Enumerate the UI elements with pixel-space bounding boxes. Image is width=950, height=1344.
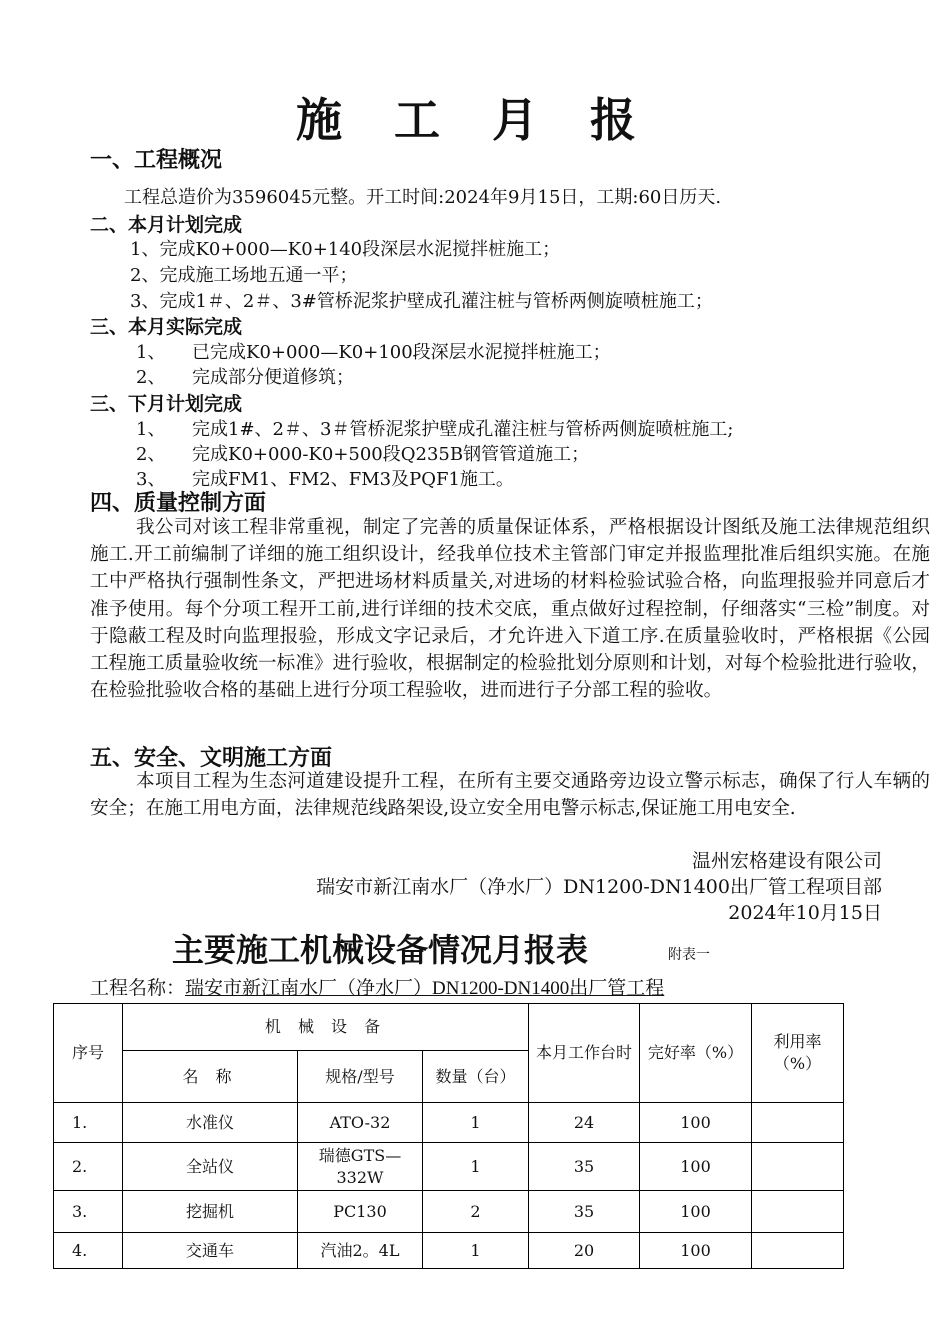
item-number: 1、 [136,419,166,440]
plan-item: 3、完成1＃、2＃、3#管桥泥浆护壁成孔灌注桩与管桥两侧旋喷桩施工； [130,291,713,312]
equipment-table-title: 主要施工机械设备情况月报表 [172,931,589,969]
cell-name: 水准仪 [123,1103,298,1143]
safety-paragraph: 本项目工程为生态河道建设提升工程，在所有主要交通路旁边设立警示标志，确保了行人车辆的安全；在施工用电方面，法律规范线路架设,设立安全用电警示标志,保证施工用电安全. [90,771,930,820]
section-heading-monthly-plan: 二、本月计划完成 [90,214,243,236]
cell-seq: 4. [54,1233,123,1269]
cell-use-rate [752,1233,844,1269]
cell-hours: 35 [529,1143,640,1191]
header-name: 名 称 [123,1051,298,1103]
cell-seq: 1. [54,1103,123,1143]
cell-good-rate: 100 [640,1143,752,1191]
cell-hours: 20 [529,1233,640,1269]
cell-good-rate: 100 [640,1103,752,1143]
header-qty: 数量（台） [423,1051,529,1103]
header-model: 规格/型号 [298,1051,423,1103]
project-name-label: 工程名称： [90,978,186,999]
cell-qty: 1 [423,1103,529,1143]
cell-model: 瑞德GTS—332W [298,1143,423,1191]
cell-use-rate [752,1143,844,1191]
item-text: 完成1#、2＃、3＃管桥泥浆护壁成孔灌注桩与管桥两侧旋喷桩施工; [192,419,734,440]
cell-seq: 2. [54,1143,123,1191]
next-item [136,468,514,492]
project-name-value: 瑞安市新江南水厂（净水厂）DN1200-DN1400出厂管工程 [185,978,665,999]
table-row [54,1103,844,1143]
table-row [54,1233,844,1269]
cell-model: PC130 [298,1191,423,1233]
quality-paragraph: 我公司对该工程非常重视，制定了完善的质量保证体系，严格根据设计图纸及施工法律规范组织施工.开工前编制了详细的施工组织设计，经我单位技术主管部门审定并报监理批准后组织实施。在施工中严格执行强制性条文，严把进场材料质量关,对进场的材料检验试验合格，向监理报验并同意后才准予使用。每个分项工程开工前,进行详细的技术交底，重点做好过程控制，仔细落实“三检”制度。对于隐蔽工程及时向监理报验，形成文字记录后，才允许进入下道工序.在质量验收时，严格根据《公园工程施工质量验收统一标准》进行验收，根据制定的检验批划分原则和计划，对每个检验批进行验收，在检验批验收合格的基础上进行分项工程验收，进而进行子分部工程的验收。 [90,517,930,702]
section-heading-actual: 三、本月实际完成 [90,316,243,338]
overview-text: 工程总造价为3596045元整。开工时间:2024年9月15日，工期:60日历天. [124,187,722,208]
cell-hours: 24 [529,1103,640,1143]
section-heading-next-month: 三、下月计划完成 [90,393,243,415]
item-text: 已完成K0+000—K0+100段深层水泥搅拌桩施工； [192,342,611,363]
header-hours: 本月工作台时 [529,1004,640,1103]
appendix-label: 附表一 [668,947,710,963]
cell-qty: 1 [423,1143,529,1191]
next-item [136,418,734,442]
table-row [54,1191,844,1233]
table-header-row [54,1004,844,1051]
item-text: 完成FM1、FM2、FM3及PQF1施工。 [192,469,514,490]
cell-model: 汽油2。4L [298,1233,423,1269]
cell-seq: 3. [54,1191,123,1233]
cell-hours: 35 [529,1191,640,1233]
header-use-rate: 利用率（%） [752,1004,844,1103]
signature-project-dept: 瑞安市新江南水厂（净水厂）DN1200-DN1400出厂管工程项目部 [316,876,882,898]
cell-good-rate: 100 [640,1191,752,1233]
section-heading-quality: 四、质量控制方面 [90,491,267,516]
page-title: 施 工 月 报 [295,93,655,147]
equipment-table [53,1003,844,1269]
section-heading-safety: 五、安全、文明施工方面 [90,746,333,771]
header-good-rate: 完好率（%） [640,1004,752,1103]
cell-name: 挖掘机 [123,1191,298,1233]
item-number: 2、 [136,444,166,465]
actual-item [136,366,354,390]
item-number: 3、 [136,469,166,490]
cell-name: 交通车 [123,1233,298,1269]
next-item [136,443,589,467]
project-name-line [90,976,664,1002]
plan-item: 2、完成施工场地五通一平； [130,265,358,286]
cell-use-rate [752,1191,844,1233]
plan-item: 1、完成K0+000—K0+140段深层水泥搅拌桩施工； [130,239,561,260]
header-machinery: 机 械 设 备 [123,1004,529,1051]
table-row [54,1143,844,1191]
section-heading-overview: 一、工程概况 [90,148,223,173]
signature-company: 温州宏格建设有限公司 [691,850,882,872]
cell-qty: 1 [423,1233,529,1269]
cell-name: 全站仪 [123,1143,298,1191]
signature-date: 2024年10月15日 [728,902,882,924]
item-number: 2、 [136,367,166,388]
cell-use-rate [752,1103,844,1143]
cell-good-rate: 100 [640,1233,752,1269]
item-number: 1、 [136,342,166,363]
item-text: 完成部分便道修筑； [192,367,354,388]
actual-item [136,341,611,365]
cell-qty: 2 [423,1191,529,1233]
item-text: 完成K0+000-K0+500段Q235B钢管管道施工； [192,444,590,465]
header-seq: 序号 [54,1004,123,1103]
cell-model: ATO-32 [298,1103,423,1143]
